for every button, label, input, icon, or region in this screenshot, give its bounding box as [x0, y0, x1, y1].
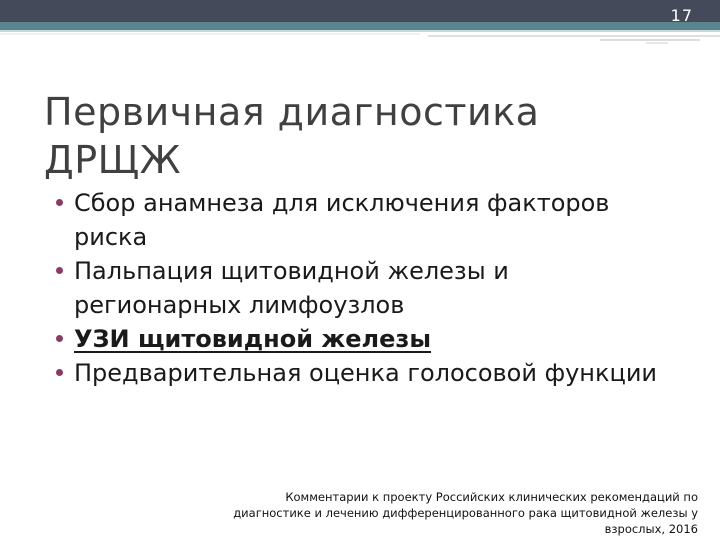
bullet-item: [56, 186, 676, 254]
bullet-icon: [56, 369, 63, 376]
bullet-text-emphasis: УЗИ щитовидной железы: [74, 325, 432, 353]
bullet-icon: [56, 199, 63, 206]
footnote-line: Комментарии к проекту Российских клинических рекомендаций по: [285, 490, 698, 504]
footnote-line: взрослых, 2016: [604, 522, 698, 536]
bullet-text: Пальпация щитовидной железы и регионарных лимфоузлов: [74, 257, 509, 319]
header-decoration: [0, 0, 720, 60]
bullet-text: Предварительная оценка голосовой функции: [74, 359, 658, 387]
bullet-item: [56, 356, 676, 390]
footnote-line: диагностике и лечению дифференцированного рака щитовидной железы у: [233, 506, 698, 520]
bullet-text: Сбор анамнеза для исключения факторов риска: [74, 189, 610, 251]
bullet-icon: [56, 335, 63, 342]
slide-number: 17: [670, 6, 693, 25]
bullet-list: [56, 186, 676, 390]
bullet-item: [56, 322, 676, 356]
slide-title: Первичная диагностика ДРЩЖ: [44, 90, 540, 182]
bullet-item: [56, 254, 676, 322]
source-footnote: [178, 489, 698, 537]
bullet-icon: [56, 267, 63, 274]
